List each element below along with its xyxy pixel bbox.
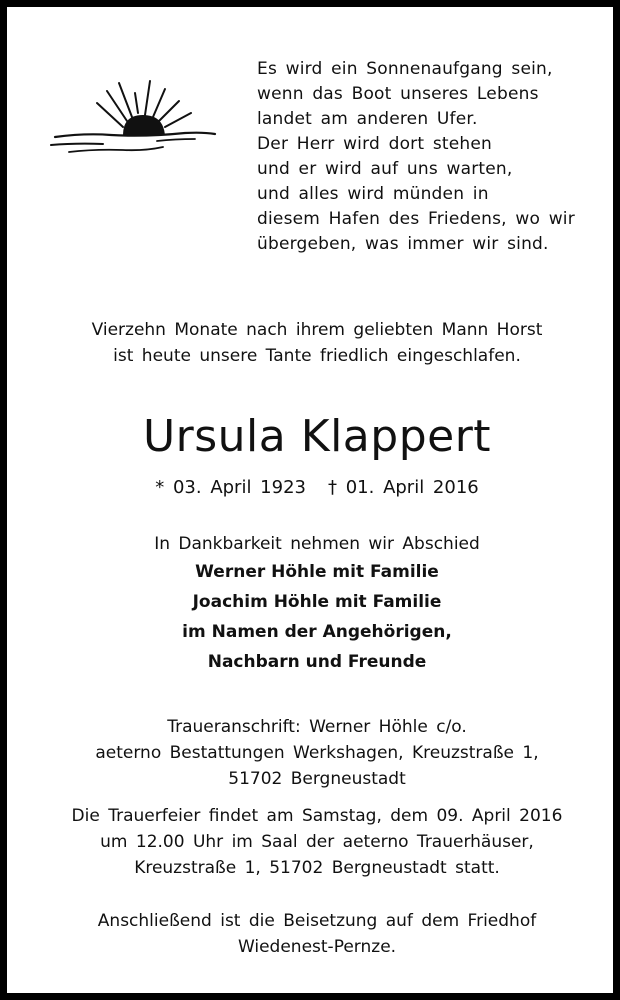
poem-line: wenn das Boot unseres Lebens (257, 84, 539, 104)
poem-line: übergeben, was immer wir sind. (257, 234, 549, 254)
mourners-list (7, 557, 620, 677)
intro-text (7, 317, 620, 369)
poem-line: diesem Hafen des Friedens, wo wir (257, 209, 575, 229)
poem-line: landet am anderen Ufer. (257, 109, 478, 129)
intro-line: ist heute unsere Tante friedlich eingeschlafen. (113, 346, 521, 366)
poem-line: Es wird ein Sonnenaufgang sein, (257, 59, 553, 79)
ceremony-line: Die Trauerfeier findet am Samstag, dem 09. April 2016 (71, 806, 563, 826)
burial-line: Wiedenest-Pernze. (237, 937, 397, 957)
address-line: Traueranschrift: Werner Höhle c/o. (167, 717, 467, 737)
mourner-line: im Namen der Angehörigen, (182, 622, 452, 642)
mourning-address (7, 714, 620, 792)
address-line: aeterno Bestattungen Werkshagen, Kreuzstraße 1, (95, 743, 539, 763)
ceremony-info (7, 803, 620, 881)
mourner-line: Werner Höhle mit Familie (195, 562, 439, 582)
poem-line: und alles wird münden in (257, 184, 489, 204)
poem-verse (257, 57, 587, 257)
burial-info (7, 908, 620, 960)
ceremony-line: um 12.00 Uhr im Saal der aeterno Trauerhäuser, (100, 832, 534, 852)
poem-line: Der Herr wird dort stehen (257, 134, 493, 154)
intro-line: Vierzehn Monate nach ihrem geliebten Mann Horst (91, 320, 543, 340)
poem-line: und er wird auf uns warten, (257, 159, 513, 179)
mourner-line: Joachim Höhle mit Familie (192, 592, 442, 612)
burial-line: Anschließend ist die Beisetzung auf dem Friedhof (97, 911, 537, 931)
deceased-name: Ursula Klappert (142, 411, 492, 462)
ceremony-line: Kreuzstraße 1, 51702 Bergneustadt statt. (134, 858, 500, 878)
thanks-line: In Dankbarkeit nehmen wir Abschied (154, 534, 480, 554)
birth-date: * 03. April 1923 (155, 477, 306, 498)
address-line: 51702 Bergneustadt (228, 769, 406, 789)
mourner-line: Nachbarn und Freunde (207, 652, 427, 672)
death-date: † 01. April 2016 (328, 477, 479, 498)
sunrise-icon (45, 77, 220, 162)
life-dates (7, 475, 620, 501)
